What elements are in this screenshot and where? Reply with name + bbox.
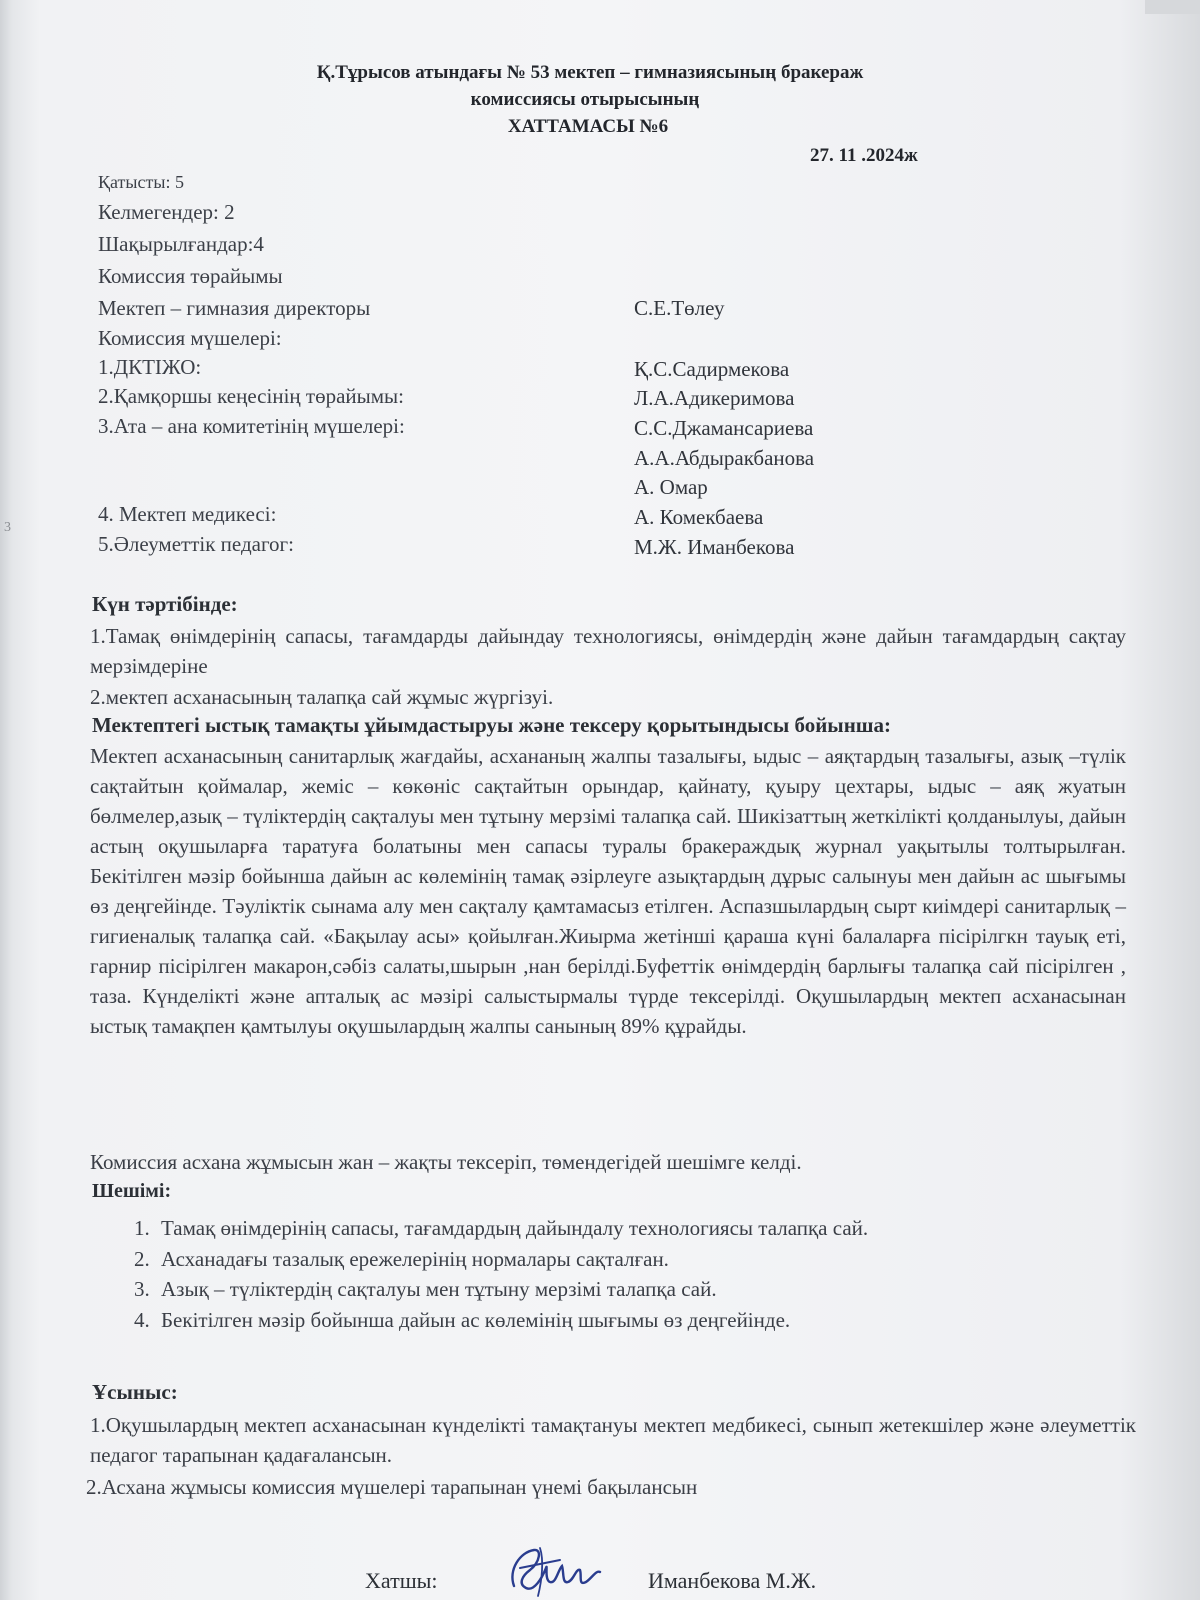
decision-title: Шешімі: [92, 1180, 172, 1202]
chair-role: Мектеп – гимназия директоры [98, 296, 371, 320]
agenda-item-2: 2.мектеп асханасының талапқа сай жұмыс жүргізуі. [90, 685, 554, 709]
member-role: 1.ДКТІЖО: [98, 355, 202, 379]
decision-item: 1. Тамақ өнімдерінің сапасы, тағамдардың дайындалу технологиясы талапқа сай. [155, 1213, 868, 1244]
inspection-title: Мектептегі ыстық тамақты ұйымдастыруы және тексеру қорытындысы бойынша: [92, 713, 892, 737]
inspection-conclusion: Комиссия асхана жұмысын жан – жақты тексеріп, төмендегідей шешімге келді. [90, 1150, 802, 1174]
secretary-label: Хатшы: [365, 1568, 438, 1593]
document-title: ХАТТАМАСЫ №6 [507, 116, 669, 137]
member-role: 4. Мектеп медикесі: [98, 502, 277, 526]
attendance-present: Қатысты: 5 [98, 172, 184, 192]
member-role: 2.Қамқоршы кеңесінің төрайымы: [98, 384, 404, 408]
member-name: А.А.Абдыракбанова [634, 446, 815, 470]
proposal-item-1: 1.Оқушылардың мектеп асханасынан күнделікті тамақтануы мектеп медбикесі, сынып жетекшілер және әлеуметтік педагог тарапынан қадағалансын. [90, 1413, 1136, 1467]
chair-name: С.Е.Төлеу [634, 296, 725, 320]
member-name: А. Омар [634, 475, 708, 499]
member-name: А. Комекбаева [634, 505, 764, 529]
inspection-body: Мектеп асханасының санитарлық жағдайы, асхананың жалпы тазалығы, ыдыс – аяқтардың тазалығы, азық –түлік сақтайтын қоймалар, жеміс – көкөніс сақтайтын орындар, қайнату, қуыру цехтары, ыдыс – аяқ жуатын бөлмелер,азық – түліктердің сақталуы мен тұтыну мерзімі талапқа сай. Шикізаттың жеткілікті қолданылуы, дайын астың оқушыларға таратуға болатыны мен сапасы туралы бракераждық журнал уақытылы толтырылған. Бекітілген мәзір бойынша дайын ас көлемінің тамақ әзірлеуге азықтардың дұрыс салынуы мен дайын ас шығымы өз деңгейінде. Тәуліктік сынама алу мен сақталу қамтамасыз етілген. Аспазшылардың сырт киімдері санитарлық – гигиеналық талапқа сай. «Бақылау асы» қойылған.Жиырма жетінші қараша күні балаларға пісірілгкн тауық еті, гарнир пісірілген макарон,сәбіз салаты,шырын ,нан берілді.Буфеттік өнімдердің барлығы талапқа сай пісірілген , таза. Күнделікті және апталық ас мәзірі салыстырмалы түрде тексерілді. Оқушылардың мектеп асханасынан ыстық тамақпен қамтылуы оқушылардың жалпы санының 89% құрайды. [90, 744, 1126, 1038]
decision-item: 3. Азық – түліктердің сақталуы мен тұтыну мерзімі талапқа сай. [155, 1274, 868, 1305]
attendance-invited: Шақырылғандар:4 [98, 232, 264, 256]
proposal-title: Ұсыныс: [92, 1380, 178, 1404]
handwritten-signature [500, 1540, 610, 1598]
agenda-item-1: 1.Тамақ өнімдерінің сапасы, тағамдарды дайындау технологиясы, өнімдердің және дайын тағамдардың сақтау мерзімдеріне [90, 624, 1126, 678]
agenda-title: Күн тәртібінде: [92, 592, 238, 616]
decision-item: 4. Бекітілген мәзір бойынша дайын ас көлемінің шығымы өз деңгейінде. [155, 1305, 868, 1336]
members-title: Комиссия мүшелері: [98, 326, 282, 350]
margin-mark: 3 [4, 520, 11, 535]
decision-list [115, 1213, 868, 1335]
member-name: Қ.С.Садирмекова [634, 357, 790, 381]
proposal-item-2: 2.Асхана жұмысы комиссия мүшелері тарапынан үнемі бақылансын [86, 1475, 698, 1499]
secretary-name: Иманбекова М.Ж. [648, 1568, 817, 1593]
member-role: 5.Әлеуметтік педагог: [98, 532, 294, 556]
attendance-absent: Келмегендер: 2 [98, 200, 235, 224]
member-name: С.С.Джамансариева [634, 416, 814, 440]
member-name: М.Ж. Иманбекова [634, 535, 795, 559]
member-role: 3.Ата – ана комитетінің мүшелері: [98, 414, 405, 438]
page-edge [1145, 0, 1200, 14]
decision-item: 2. Асханадағы тазалық ережелерінің нормалары сақталған. [155, 1244, 868, 1275]
member-name: Л.А.Адикеримова [634, 386, 795, 410]
document-date: 27. 11 .2024ж [810, 145, 918, 166]
header-line-1: Қ.Тұрысов атындағы № 53 мектеп – гимназиясының бракераж [316, 62, 864, 83]
header-line-2: комиссиясы отырысының [470, 89, 700, 110]
chair-title: Комиссия төрайымы [98, 264, 283, 288]
